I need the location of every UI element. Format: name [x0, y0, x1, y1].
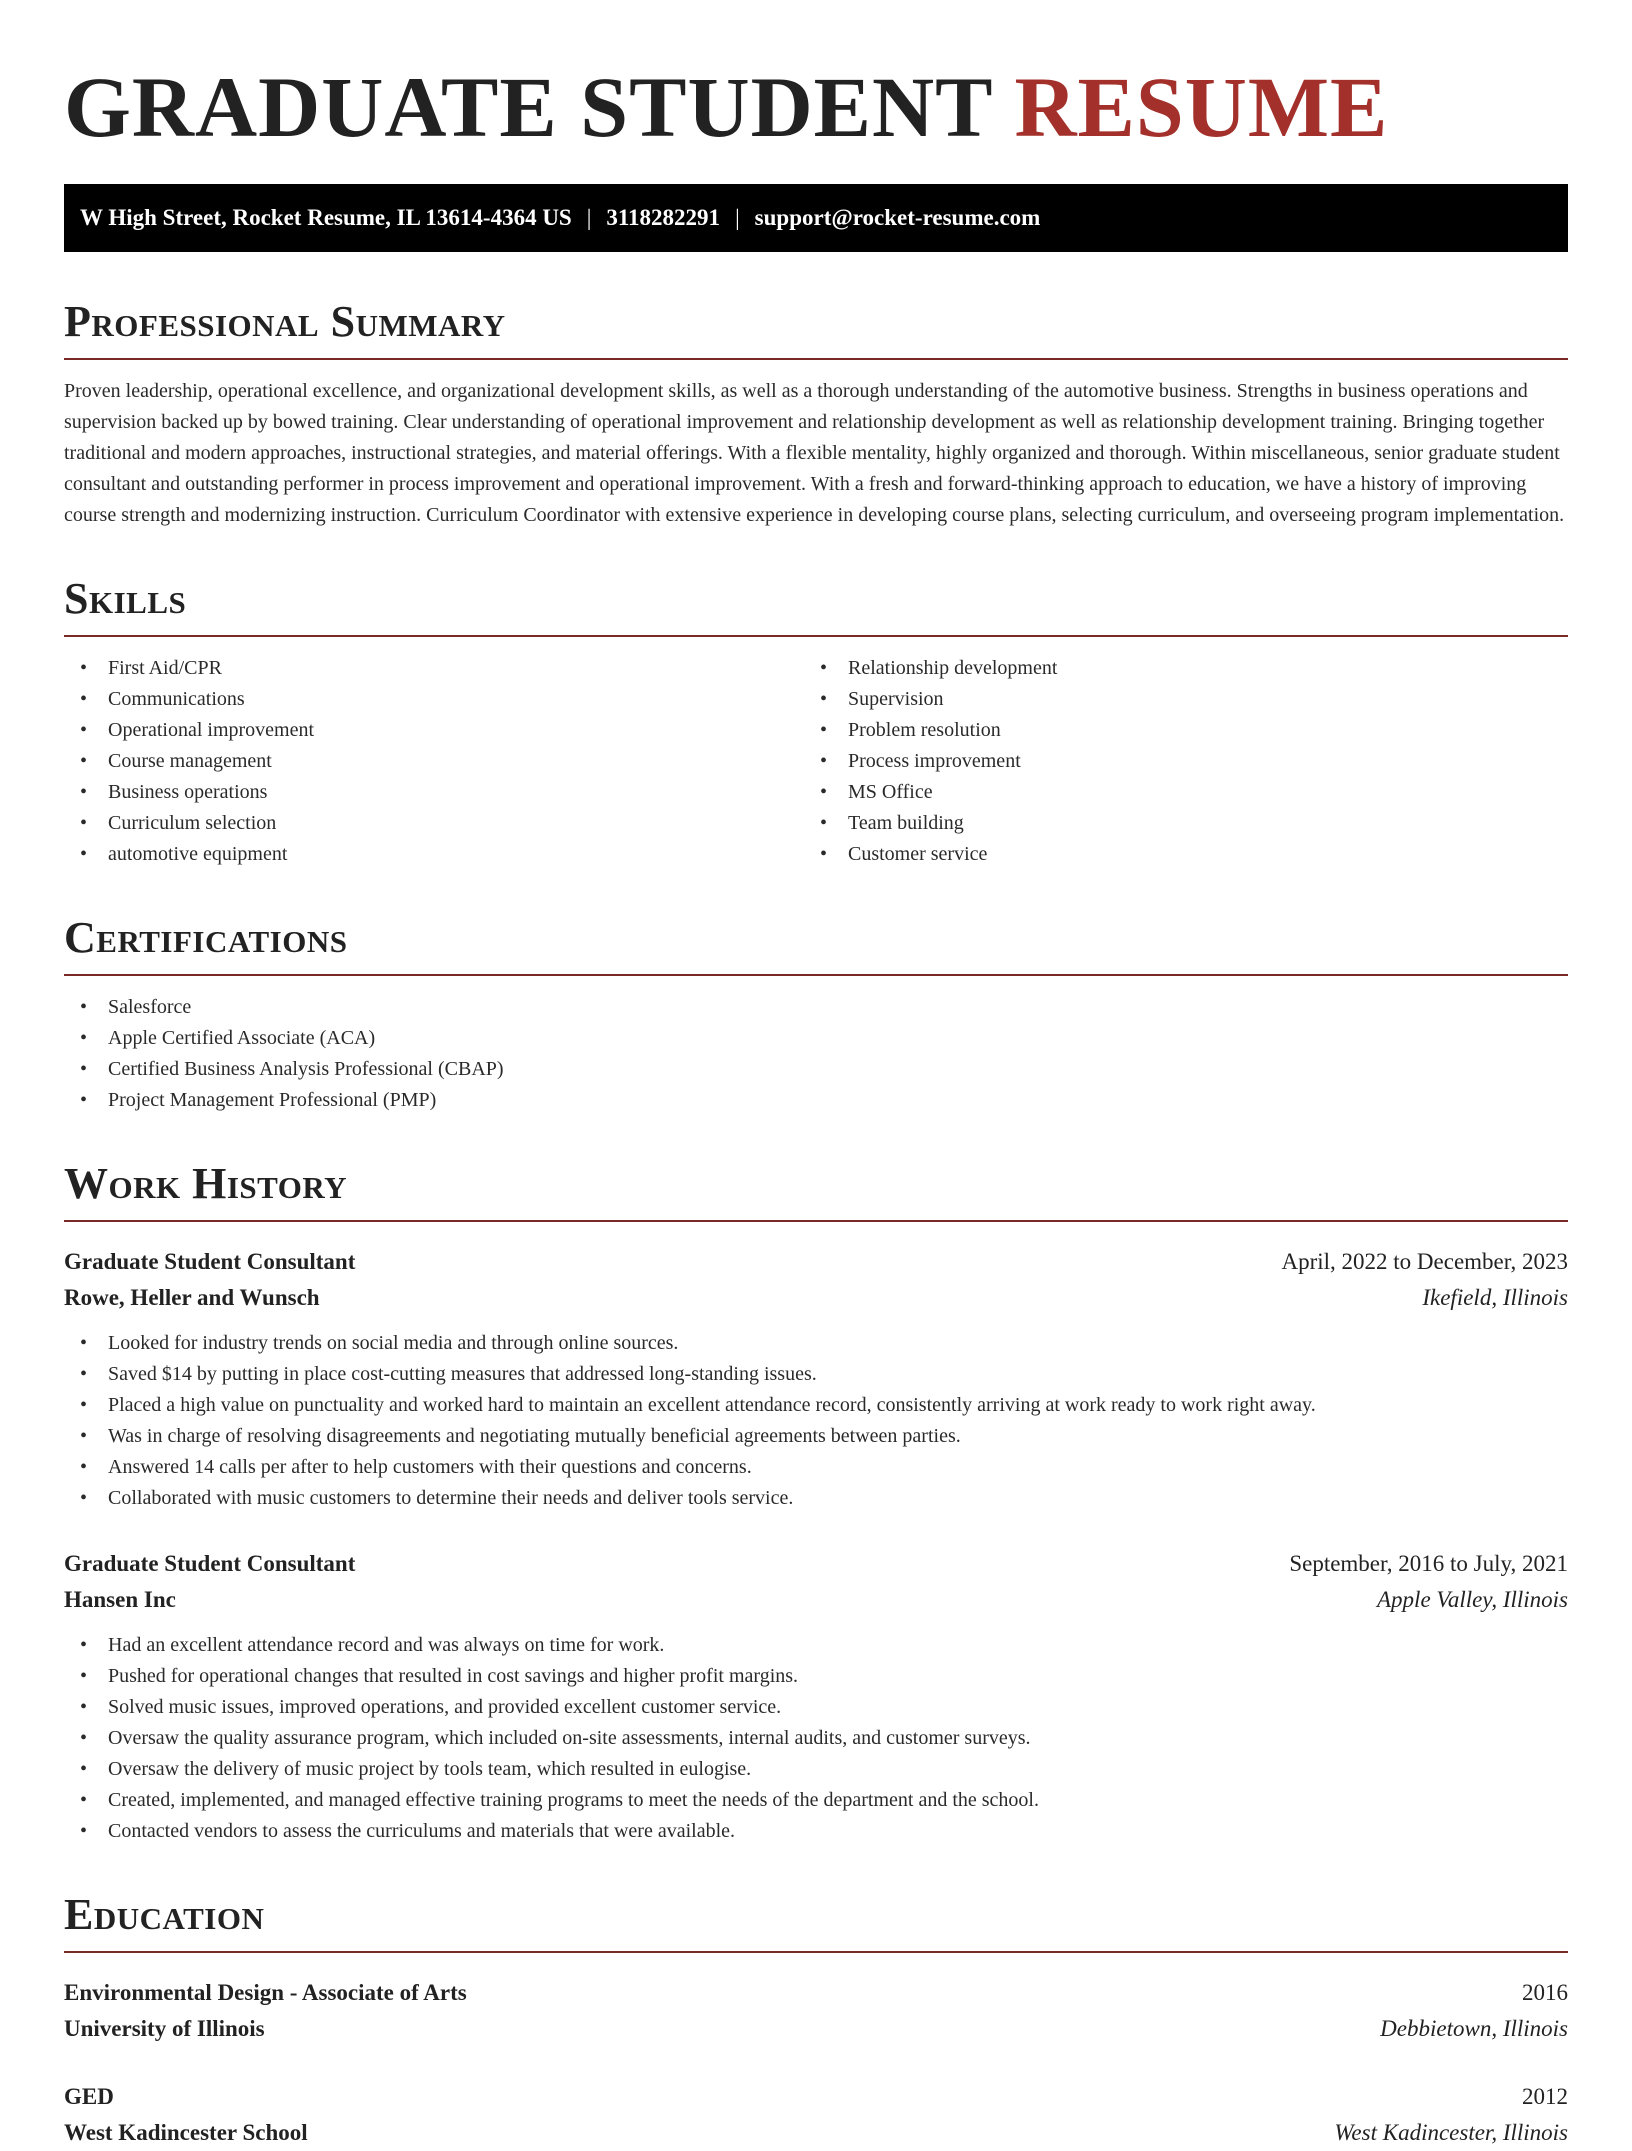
job-company: Rowe, Heller and Wunsch	[64, 1285, 320, 1310]
skill-item: • Communications	[64, 684, 804, 715]
job-bullet: • Contacted vendors to assess the curriculums and materials that were available.	[64, 1816, 1568, 1847]
job-bullet: • Answered 14 calls per after to help customers with their questions and concerns.	[64, 1452, 1568, 1483]
education-degree: Environmental Design - Associate of Arts	[64, 1980, 467, 2005]
summary-section	[64, 297, 1568, 531]
education-entry	[64, 1975, 1568, 2047]
skill-item: • Business operations	[64, 777, 804, 808]
skill-item: • automotive equipment	[64, 839, 804, 870]
skills-list-right	[804, 653, 1544, 870]
education-school-row	[64, 2115, 1568, 2151]
contact-separator: |	[735, 205, 740, 230]
skill-item: • Team building	[804, 808, 1544, 839]
skill-item: • Operational improvement	[64, 715, 804, 746]
job-bullet: • Solved music issues, improved operations, and provided excellent customer service.	[64, 1692, 1568, 1723]
job-title: Graduate Student Consultant	[64, 1249, 356, 1274]
job-location: Ikefield, Illinois	[1422, 1285, 1568, 1310]
job-entry	[64, 1546, 1568, 1847]
job-dates: April, 2022 to December, 2023	[1281, 1249, 1568, 1274]
education-school: University of Illinois	[64, 2016, 265, 2041]
job-company-row	[64, 1582, 1568, 1618]
education-location: Debbietown, Illinois	[1380, 2016, 1568, 2041]
job-bullet: • Created, implemented, and managed effective training programs to meet the needs of the department and the school.	[64, 1785, 1568, 1816]
job-location: Apple Valley, Illinois	[1377, 1587, 1568, 1612]
certifications-list	[64, 992, 1568, 1116]
certification-item: • Salesforce	[64, 992, 1568, 1023]
skills-list-left	[64, 653, 804, 870]
job-entry	[64, 1244, 1568, 1514]
job-header-row	[64, 1244, 1568, 1280]
job-company-row	[64, 1280, 1568, 1316]
job-bullet: • Saved $14 by putting in place cost-cutting measures that addressed long-standing issues.	[64, 1359, 1568, 1390]
job-bullet: • Oversaw the delivery of music project by tools team, which resulted in eulogise.	[64, 1754, 1568, 1785]
education-entry	[64, 2079, 1568, 2151]
contact-bar	[64, 184, 1568, 252]
section-heading: Education	[64, 1893, 1568, 1953]
certification-item: • Certified Business Analysis Professional (CBAP)	[64, 1054, 1568, 1085]
skill-item: • Supervision	[804, 684, 1544, 715]
skill-item: • Process improvement	[804, 746, 1544, 777]
education-degree-row	[64, 2079, 1568, 2115]
section-heading: Skills	[64, 577, 1568, 637]
contact-phone: 3118282291	[606, 205, 721, 230]
title-main: GRADUATE STUDENT	[64, 59, 992, 155]
section-heading: Work History	[64, 1162, 1568, 1222]
contact-separator: |	[586, 205, 592, 230]
skill-item: • Course management	[64, 746, 804, 777]
certification-item: • Project Management Professional (PMP)	[64, 1085, 1568, 1116]
title-accent: RESUME	[1014, 59, 1389, 155]
work-history-section	[64, 1159, 1568, 1847]
job-bullets	[64, 1630, 1568, 1847]
section-heading: Professional Summary	[64, 300, 1568, 360]
job-dates: September, 2016 to July, 2021	[1289, 1551, 1568, 1576]
contact-email: support@rocket-resume.com	[754, 205, 1041, 230]
job-header-row	[64, 1546, 1568, 1582]
job-bullet: • Looked for industry trends on social media and through online sources.	[64, 1328, 1568, 1359]
education-school-row	[64, 2011, 1568, 2047]
contact-address: W High Street, Rocket Resume, IL 13614-4364 US	[80, 205, 572, 230]
skill-item: • Problem resolution	[804, 715, 1544, 746]
job-bullets	[64, 1328, 1568, 1514]
job-company: Hansen Inc	[64, 1587, 176, 1612]
summary-text: Proven leadership, operational excellence, and organizational development skills, as well as a thorough understanding of the automotive business. Strengths in business operations and supervision backed up by bowed training. Clear understanding of operational improvement and relationship development as well as relationship development training. Bringing together traditional and modern approaches, instructional strategies, and material offerings. With a flexible mentality, highly organized and thorough. Within miscellaneous, senior graduate student consultant and outstanding performer in process improvement and operational improvement. With a fresh and forward-thinking approach to education, we have a history of improving course strength and modernizing instruction. Curriculum Coordinator with extensive experience in developing course plans, selecting curriculum, and overseeing program implementation.	[64, 380, 1565, 526]
section-heading: Certifications	[64, 916, 1568, 976]
job-bullet: • Was in charge of resolving disagreements and negotiating mutually beneficial agreements between parties.	[64, 1421, 1568, 1452]
skill-item: • Relationship development	[804, 653, 1544, 684]
job-bullet: • Oversaw the quality assurance program, which included on-site assessments, internal audits, and customer surveys.	[64, 1723, 1568, 1754]
job-bullet: • Had an excellent attendance record and was always on time for work.	[64, 1630, 1568, 1661]
skills-grid	[64, 653, 1568, 870]
job-bullet: • Pushed for operational changes that resulted in cost savings and higher profit margins.	[64, 1661, 1568, 1692]
education-school: West Kadincester School	[64, 2120, 308, 2145]
skills-section	[64, 574, 1568, 870]
job-bullet: • Collaborated with music customers to determine their needs and deliver tools service.	[64, 1483, 1568, 1514]
education-degree: GED	[64, 2084, 114, 2109]
education-year: 2012	[1522, 2084, 1568, 2109]
education-location: West Kadincester, Illinois	[1334, 2120, 1568, 2145]
education-degree-row	[64, 1975, 1568, 2011]
job-bullet: • Placed a high value on punctuality and worked hard to maintain an excellent attendance record, consistently arriving at work ready to work right away.	[64, 1390, 1568, 1421]
skill-item: • First Aid/CPR	[64, 653, 804, 684]
certification-item: • Apple Certified Associate (ACA)	[64, 1023, 1568, 1054]
resume-title	[64, 59, 1568, 155]
education-section	[64, 1890, 1568, 2151]
skill-item: • Curriculum selection	[64, 808, 804, 839]
certifications-section	[64, 913, 1568, 1116]
skill-item: • MS Office	[804, 777, 1544, 808]
education-year: 2016	[1522, 1980, 1568, 2005]
job-title: Graduate Student Consultant	[64, 1551, 356, 1576]
skill-item: • Customer service	[804, 839, 1544, 870]
